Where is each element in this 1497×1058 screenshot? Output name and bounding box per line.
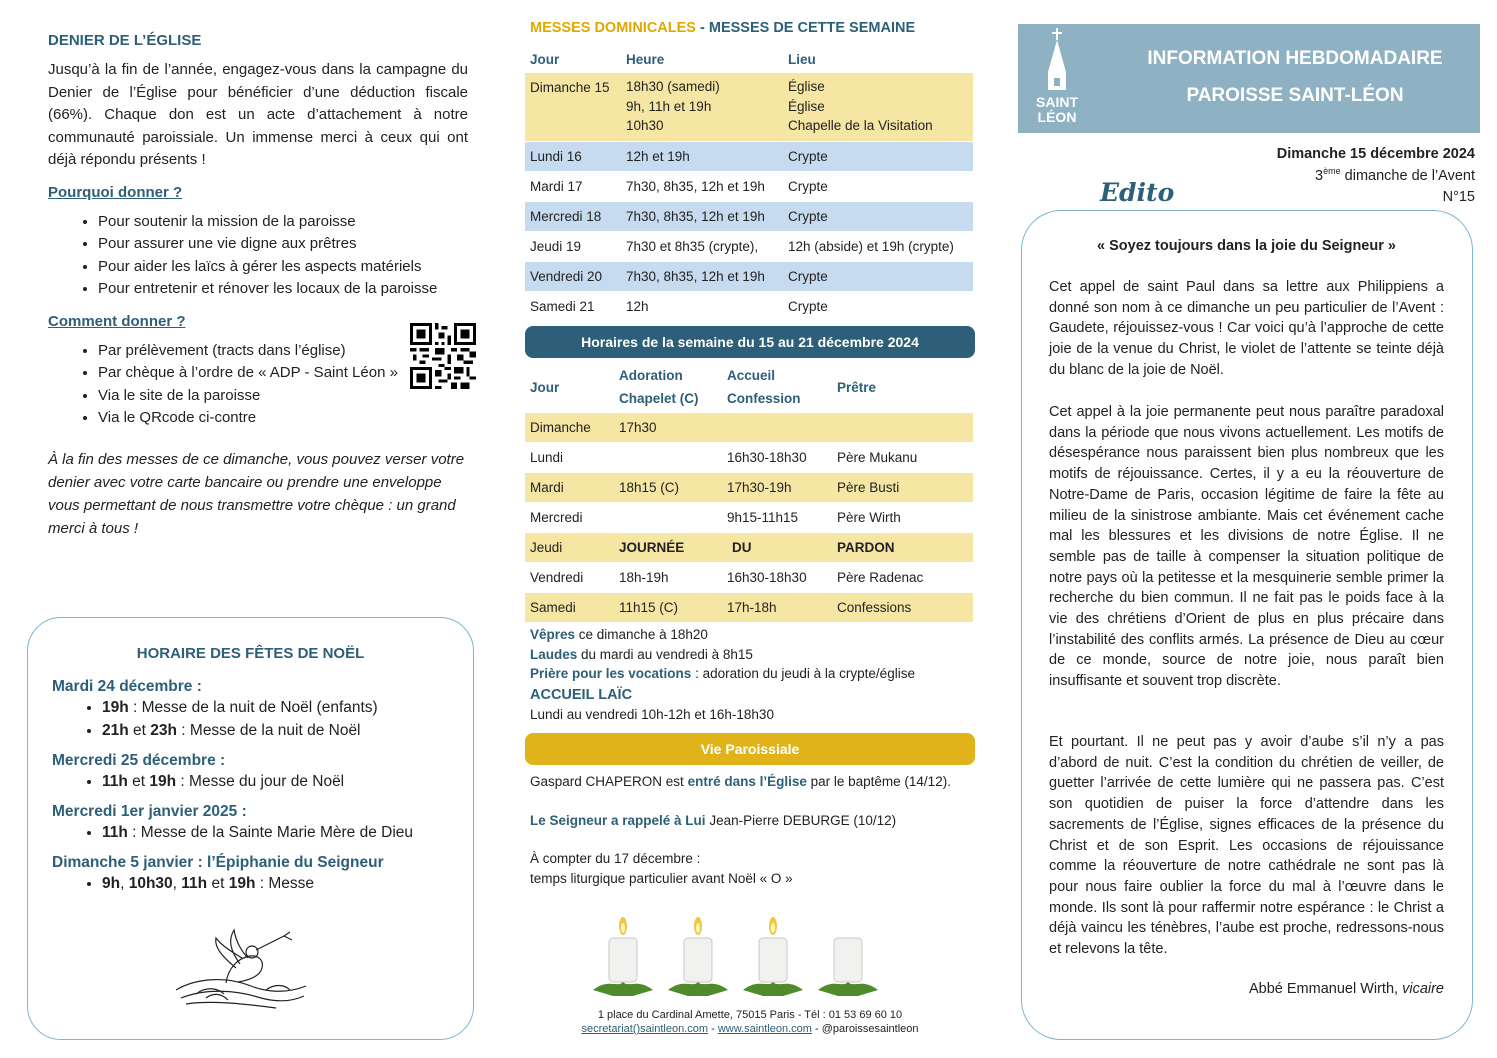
new-year-date: Mercredi 1er janvier 2025 : [52,803,247,820]
table-row: Vendredi 20 7h30, 8h35, 12h et 19h Crypte [525,261,973,291]
issue-number: N°15 [1442,189,1475,205]
svg-text:SAINT: SAINT [1036,94,1078,110]
qr-code[interactable] [410,323,476,389]
list-item: • Pour assurer une vie digne aux prêtres [98,233,468,256]
header-title-2: PAROISSE SAINT-LÉON [1186,85,1404,106]
parish-life-banner: Vie Paroissiale [525,733,975,765]
table-row: Samedi 21 12h Crypte [525,291,973,321]
header-title-1: INFORMATION HEBDOMADAIRE [1147,48,1443,69]
table-row: Mardi 18h15 (C) 17h30-19h Père Busti [525,472,973,502]
table-row: Samedi 11h15 (C) 17h-18h Confessions [525,592,973,622]
liturgical-sunday: 3ème dimanche de l’Avent [1315,166,1475,184]
lay-welcome-hours: Lundi au vendredi 10h-12h et 16h-18h30 [530,707,774,722]
table-header-row: Jour Heure Lieu [530,51,816,67]
christmas-date-24: Mardi 24 décembre : [52,678,202,695]
christmas-schedule-box [27,617,474,1040]
list-item: • 11h : Messe de la Sainte Marie Mère de Dieu [102,821,462,844]
table-row: Mardi 17 7h30, 8h35, 12h et 19h Crypte [525,171,973,201]
list-item: • 11h et 19h : Messe du jour de Noël [102,770,462,793]
edito-paragraph-1: Cet appel de saint Paul dans sa lettre aux Philippiens a donné son nom à ce dimanche un peu particulier de l’Avent : Gaudete, réjouissez-vous ! Car voici qu’à l’approche de cette joie de la venue du Christ, le violet de l’attente se teinte déjà du blanc de la joie de Noël. [1049,279,1444,378]
svg-text:LÉON: LÉON [1037,109,1077,125]
church-logo [1030,24,1085,133]
why-give-heading: Pourquoi donner ? [48,183,183,201]
christmas-schedule-title: HORAIRE DES FÊTES DE NOËL [136,645,365,662]
denier-section [48,28,468,540]
denier-body: Jusqu’à la fin de l’année, engagez-vous dans la campagne du Denier de l’Église pour bénéficier d’une déduction fiscale (66%). Chaque don est un acte d’attachement à notre communauté paroissiale. Un immense merci à ceux qui ont déjà répondu présents ! [48,61,468,168]
masses-table [525,47,973,321]
masses-title: MESSES DOMINICALES - MESSES DE CETTE SEMAINE [530,20,916,36]
table-row: Dimanche 17h30 [525,412,973,442]
list-item: • Par prélèvement (tracts dans l’église) [98,340,468,363]
edito-paragraph-2: Cet appel à la joie permanente peut nous paraître paradoxal dans la période que nous vivons actuellement. Les motifs de désespérance nous paraissent bien plus nombreux que les motifs de réjouissance. Certes, il y a eu la réouverture de Notre-Dame de Paris, occasion légitime de faire la fête au milieu de la sinistrose ambiante. Mais cet événement cache mal les blessures et les divisions de notre Église. Il ne semble pas de taille à compenser la situation politique de notre pays où la petitesse et la mesquinerie semble primer la recherche du bien commun. Il ne fait pas le poids face à la vie des chrétiens d’Orient de plus en plus précaire dans l’instabilité des conflits armés. La présence de Dieu au cœur de ce monde, source de notre joie, nous paraît bien insuffisante et souvent trop discrète. [1049,404,1444,690]
social-handle: @paroissesaintleon [821,1023,919,1035]
list-item: • Par chèque à l’ordre de « ADP - Saint Léon » [98,362,468,385]
website-link[interactable]: www.saintleon.com [717,1023,812,1035]
header-banner [1018,24,1480,133]
edito-label: Edito [1080,178,1196,207]
footer-contact: 1 place du Cardinal Amette, 75015 Paris - Tél : 01 53 69 60 10 secretariat()saintleon.com - www.saintleon.com - @paroissesaintleon [525,1008,975,1036]
edito-paragraph-3: Et pourtant. Il ne peut pas y avoir d’aube s’il n’y a pas d’abord de nuit. C’est la condition du chrétien de veiller, de guetter l’arrivée de cette lumière qui ne passera pas. C’est son quotidien de puiser la force d’attendre dans les sacrements de l’Église, signes efficaces de la présence du Christ et de son Esprit. Les occasions de réjouissance comme la réouverture de notre cathédrale ne sont pas là pour nous faire oublier la force du mal à l’œuvre dans le monde. Ils sont là pour raffermir notre espérance : le Christ a déjà vaincu les ténèbres, l’aube est proche, redressons-nous et relevons la tête. [1049,734,1444,958]
list-item: • Via le QRcode ci-contre [98,407,468,430]
table-row: Mercredi 18 7h30, 8h35, 12h et 19h Crypte [525,201,973,231]
lay-welcome-title: ACCUEIL LAÏC [530,686,633,703]
table-row: Jeudi JOURNÉE DU PARDON [525,532,973,562]
edito-quote: « Soyez toujours dans la joie du Seigneur » [1097,238,1396,254]
parish-life-text: Gaspard CHAPERON est entré dans l’Église par le baptême (14/12). Le Seigneur a rappelé à Lui Jean-Pierre DEBURGE (10/12) À compter du 17 décembre : temps liturgique particulier avant Noël « O » [530,774,951,886]
table-header-row: Jour Adoration Chapelet (C) Accueil Confession Prêtre [530,368,877,407]
offices-info: Vêpres ce dimanche à 18h20 Laudes du mardi au vendredi à 8h15 Prière pour les vocations : adoration du jeudi à la crypte/église ACCUEIL LAÏC Lundi au vendredi 10h-12h et 16h-18h30 [530,625,915,725]
list-item: • Pour aider les laïcs à gérer les aspects matériels [98,256,468,279]
list-item: • Pour soutenir la mission de la paroisse [98,211,468,234]
denier-closing: À la fin des messes de ce dimanche, vous pouvez verser votre denier avec votre carte bancaire ou prendre une enveloppe vous permettant de nous transmettre votre chèque : un grand merci à tous ! [48,450,465,537]
table-row: Lundi 16 12h et 19h Crypte [525,141,973,171]
list-item: • 19h : Messe de la nuit de Noël (enfants) [102,696,462,719]
how-give-list [48,340,468,430]
week-schedule-banner: Horaires de la semaine du 15 au 21 décembre 2024 [525,326,975,358]
issue-date: Dimanche 15 décembre 2024 [1276,146,1475,162]
epiphany-date: Dimanche 5 janvier : l’Épiphanie du Seigneur [52,854,384,871]
list-item: • 21h et 23h : Messe de la nuit de Noël [102,719,462,742]
christmas-date-25: Mercredi 25 décembre : [52,752,226,769]
table-row: Jeudi 19 7h30 et 8h35 (crypte), 12h (abside) et 19h (crypte) [525,231,973,261]
list-item: • Via le site de la paroisse [98,385,468,408]
table-row: Vendredi 18h-19h 16h30-18h30 Père Radenac [525,562,973,592]
list-item: • 9h, 10h30, 11h et 19h : Messe [102,872,462,895]
how-give-heading: Comment donner ? [48,312,186,330]
week-schedule-table [525,363,973,622]
why-give-list [48,211,468,301]
denier-title: DENIER DE L’ÉGLISE [48,32,202,49]
angel-trumpet-illustration [166,928,316,1013]
footer-address: 1 place du Cardinal Amette, 75015 Paris - Tél : 01 53 69 60 10 [597,1009,903,1021]
table-row: Dimanche 15 18h30 (samedi) 9h, 11h et 19h 10h30 Église Église Chapelle de la Visitation [525,72,973,141]
advent-candles-illustration [583,912,903,1004]
list-item: • Pour entretenir et rénover les locaux de la paroisse [98,278,468,301]
table-row: Mercredi 9h15-11h15 Père Wirth [525,502,973,532]
table-row: Lundi 16h30-18h30 Père Mukanu [525,442,973,472]
email-link[interactable]: secretariat()saintleon.com [581,1023,709,1035]
edito-signature: Abbé Emmanuel Wirth, vicaire [1248,981,1444,997]
